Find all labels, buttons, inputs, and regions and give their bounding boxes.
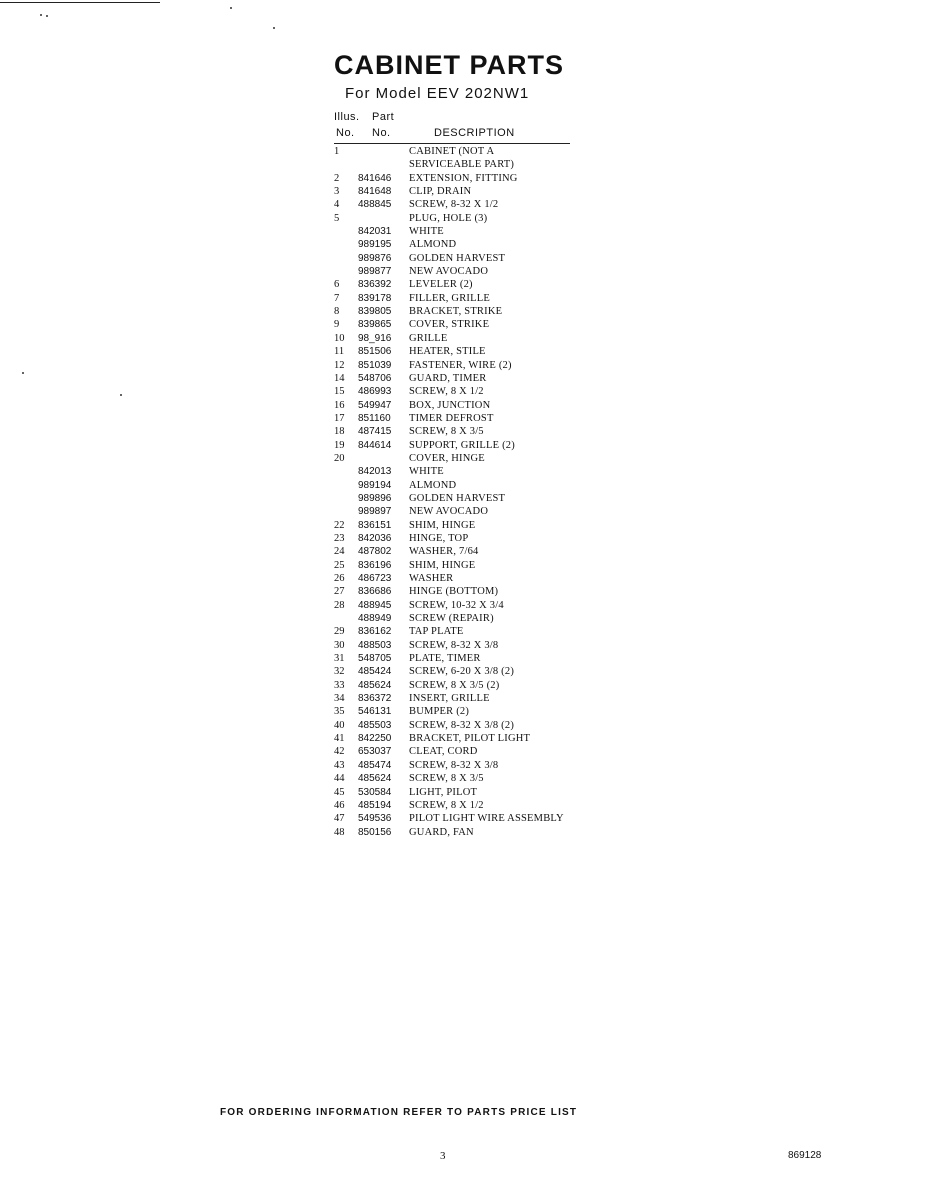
part-number: 548705 xyxy=(358,653,392,665)
illus-header-label: Illus. xyxy=(334,111,360,123)
part-description: SCREW, 8-32 X 1/2 xyxy=(409,199,499,211)
parts-row xyxy=(334,172,594,185)
parts-row xyxy=(334,492,594,505)
part-number: 842036 xyxy=(358,532,392,544)
illus-number: 16 xyxy=(334,399,345,411)
part-description: BOX, JUNCTION xyxy=(409,399,491,411)
illus-number: 18 xyxy=(334,426,345,438)
part-description: NEW AVOCADO xyxy=(409,266,489,278)
part-number: 851506 xyxy=(358,346,392,358)
part-number: 989897 xyxy=(358,506,392,518)
part-description: CLEAT, CORD xyxy=(409,746,478,758)
illus-number: 30 xyxy=(334,639,345,651)
part-number: 530584 xyxy=(358,786,392,798)
scan-edge-rule xyxy=(0,2,160,3)
part-number: 485624 xyxy=(358,773,392,785)
part-description: SERVICEABLE PART) xyxy=(409,159,515,171)
illus-number: 5 xyxy=(334,212,340,224)
parts-row xyxy=(334,545,594,558)
part-number: 989195 xyxy=(358,239,392,251)
part-number: 485424 xyxy=(358,666,392,678)
parts-row xyxy=(334,826,594,839)
parts-row xyxy=(334,665,594,678)
illus-number: 19 xyxy=(334,439,345,451)
parts-row xyxy=(334,385,594,398)
part-description: SCREW, 8 X 1/2 xyxy=(409,799,484,811)
model-subtitle: For Model EEV 202NW1 xyxy=(345,85,530,102)
part-description: BUMPER (2) xyxy=(409,706,470,718)
parts-row xyxy=(334,532,594,545)
part-no-header: No. xyxy=(372,127,391,139)
part-number: 98_916 xyxy=(358,332,392,344)
part-number: 844614 xyxy=(358,439,392,451)
part-header-label: Part xyxy=(372,111,395,123)
parts-row xyxy=(334,265,594,278)
part-description: SCREW, 8-32 X 3/8 xyxy=(409,759,499,771)
part-description: TAP PLATE xyxy=(409,626,464,638)
illus-number: 7 xyxy=(334,292,340,304)
illus-number: 29 xyxy=(334,626,345,638)
illus-number: 41 xyxy=(334,733,345,745)
part-description: ALMOND xyxy=(409,239,457,251)
parts-row xyxy=(334,198,594,211)
part-description: SCREW, 10-32 X 3/4 xyxy=(409,599,504,611)
part-description: SCREW, 8 X 3/5 (2) xyxy=(409,679,500,691)
parts-row xyxy=(334,585,594,598)
parts-row xyxy=(334,238,594,251)
part-number: 841648 xyxy=(358,186,392,198)
parts-row xyxy=(334,519,594,532)
part-description: INSERT, GRILLE xyxy=(409,693,490,705)
illus-number: 26 xyxy=(334,573,345,584)
part-description: PILOT LIGHT WIRE ASSEMBLY xyxy=(409,813,564,825)
part-description: SCREW, 8 X 3/5 xyxy=(409,426,484,438)
illus-number: 22 xyxy=(334,519,345,531)
part-description: HINGE, TOP xyxy=(409,532,469,544)
parts-row xyxy=(334,292,594,305)
parts-row xyxy=(334,692,594,705)
part-number: 486723 xyxy=(358,573,392,584)
illus-number: 11 xyxy=(334,346,345,358)
part-number: 841646 xyxy=(358,172,392,184)
part-description: HEATER, STILE xyxy=(409,346,486,358)
part-number: 548706 xyxy=(358,372,392,384)
part-number: 485474 xyxy=(358,759,392,771)
description-header: DESCRIPTION xyxy=(434,127,515,139)
part-description: NEW AVOCADO xyxy=(409,506,489,518)
part-description: SCREW, 8-32 X 3/8 xyxy=(409,639,499,651)
parts-row xyxy=(334,412,594,425)
parts-row xyxy=(334,612,594,625)
illus-number: 45 xyxy=(334,786,345,798)
part-description: ALMOND xyxy=(409,479,457,491)
part-description: GOLDEN HARVEST xyxy=(409,252,506,264)
part-number: 549947 xyxy=(358,399,392,411)
illus-number: 12 xyxy=(334,359,345,371)
part-description: SCREW, 8-32 X 3/8 (2) xyxy=(409,719,515,731)
part-number: 488503 xyxy=(358,639,392,651)
part-number: 842250 xyxy=(358,733,392,745)
part-number: 836151 xyxy=(358,519,392,531)
illus-number: 35 xyxy=(334,706,345,718)
illus-number: 20 xyxy=(334,452,345,464)
part-description: EXTENSION, FITTING xyxy=(409,172,518,184)
illus-number: 43 xyxy=(334,759,345,771)
illus-number: 8 xyxy=(334,306,340,318)
parts-row xyxy=(334,479,594,492)
scan-speck xyxy=(40,14,42,16)
part-number: 488845 xyxy=(358,199,392,211)
header-rule xyxy=(334,143,570,144)
illus-number: 1 xyxy=(334,146,340,157)
part-description: HINGE (BOTTOM) xyxy=(409,586,499,598)
ordering-footer: FOR ORDERING INFORMATION REFER TO PARTS PRICE LIST xyxy=(220,1107,578,1118)
part-description: WHITE xyxy=(409,466,444,478)
illus-number: 28 xyxy=(334,599,345,611)
scan-speck xyxy=(46,15,48,17)
part-number: 487802 xyxy=(358,546,392,558)
parts-row xyxy=(334,212,594,225)
part-number: 851039 xyxy=(358,359,392,371)
illus-number: 34 xyxy=(334,693,345,705)
part-number: 850156 xyxy=(358,826,392,838)
document-code: 869128 xyxy=(788,1150,822,1161)
parts-row xyxy=(334,505,594,518)
page-title: CABINET PARTS xyxy=(334,50,565,80)
part-number: 839178 xyxy=(358,292,392,304)
illus-number: 27 xyxy=(334,586,345,598)
part-number: 851160 xyxy=(358,412,391,424)
parts-row xyxy=(334,772,594,785)
illus-number: 31 xyxy=(334,653,345,665)
parts-row xyxy=(334,799,594,812)
parts-row xyxy=(334,399,594,412)
part-description: CLIP, DRAIN xyxy=(409,186,472,198)
parts-row xyxy=(334,318,594,331)
illus-number: 47 xyxy=(334,813,345,825)
illus-number: 42 xyxy=(334,746,345,758)
part-number: 989896 xyxy=(358,492,392,504)
illus-number: 25 xyxy=(334,559,345,571)
part-number: 836686 xyxy=(358,586,392,598)
illus-number: 32 xyxy=(334,666,345,678)
parts-row xyxy=(334,252,594,265)
parts-row xyxy=(334,599,594,612)
part-number: 836372 xyxy=(358,693,392,705)
parts-row xyxy=(334,305,594,318)
part-description: SHIM, HINGE xyxy=(409,519,476,531)
illus-number: 48 xyxy=(334,826,345,838)
part-number: 485624 xyxy=(358,679,392,691)
part-description: WASHER, 7/64 xyxy=(409,546,479,558)
part-description: PLATE, TIMER xyxy=(409,653,481,665)
illus-number: 17 xyxy=(334,412,345,424)
part-description: CABINET (NOT A xyxy=(409,146,495,157)
part-description: WASHER xyxy=(409,573,454,584)
illus-number: 6 xyxy=(334,279,340,291)
illus-number: 24 xyxy=(334,546,345,558)
illus-number: 40 xyxy=(334,719,345,731)
illus-number: 3 xyxy=(334,186,340,198)
part-description: BRACKET, PILOT LIGHT xyxy=(409,733,531,745)
illus-number: 14 xyxy=(334,372,345,384)
part-number: 836162 xyxy=(358,626,392,638)
parts-row xyxy=(334,625,594,638)
part-number: 488949 xyxy=(358,613,392,625)
part-description: GUARD, FAN xyxy=(409,826,474,838)
part-description: COVER, HINGE xyxy=(409,452,485,464)
parts-row xyxy=(334,559,594,572)
illus-number: 23 xyxy=(334,532,345,544)
part-description: WHITE xyxy=(409,226,444,238)
illus-number: 2 xyxy=(334,172,340,184)
parts-row xyxy=(334,732,594,745)
parts-list xyxy=(334,145,594,839)
part-number: 486993 xyxy=(358,386,392,398)
illus-number: 44 xyxy=(334,773,345,785)
illus-number: 46 xyxy=(334,799,345,811)
parts-row xyxy=(334,145,594,158)
part-description: SCREW, 6-20 X 3/8 (2) xyxy=(409,666,515,678)
parts-row xyxy=(334,158,594,171)
parts-row xyxy=(334,225,594,238)
part-number: 485194 xyxy=(358,799,392,811)
parts-row xyxy=(334,705,594,718)
illus-number: 33 xyxy=(334,679,345,691)
part-description: COVER, STRIKE xyxy=(409,319,490,331)
part-number: 839805 xyxy=(358,306,392,318)
part-description: SHIM, HINGE xyxy=(409,559,476,571)
part-number: 485503 xyxy=(358,719,392,731)
part-description: FASTENER, WIRE (2) xyxy=(409,359,512,371)
part-description: SUPPORT, GRILLE (2) xyxy=(409,439,515,451)
part-description: LIGHT, PILOT xyxy=(409,786,478,798)
scan-speck xyxy=(22,372,24,374)
part-number: 549536 xyxy=(358,813,392,825)
parts-row xyxy=(334,639,594,652)
illus-number: 15 xyxy=(334,386,345,398)
parts-row xyxy=(334,679,594,692)
part-description: SCREW (REPAIR) xyxy=(409,613,494,625)
part-description: BRACKET, STRIKE xyxy=(409,306,503,318)
illus-no-header: No. xyxy=(336,127,355,139)
illus-number: 9 xyxy=(334,319,340,331)
parts-row xyxy=(334,452,594,465)
part-number: 842013 xyxy=(358,466,392,478)
part-description: GOLDEN HARVEST xyxy=(409,492,506,504)
parts-row xyxy=(334,278,594,291)
parts-row xyxy=(334,759,594,772)
part-number: 836392 xyxy=(358,279,392,291)
part-description: SCREW, 8 X 1/2 xyxy=(409,386,484,398)
parts-row xyxy=(334,345,594,358)
part-number: 546131 xyxy=(358,706,392,718)
part-number: 653037 xyxy=(358,746,392,758)
scan-speck xyxy=(273,27,275,29)
parts-row xyxy=(334,719,594,732)
parts-row xyxy=(334,812,594,825)
parts-row xyxy=(334,359,594,372)
part-description: TIMER DEFROST xyxy=(409,412,494,424)
parts-row xyxy=(334,786,594,799)
scan-speck xyxy=(120,394,122,396)
part-number: 487415 xyxy=(358,426,392,438)
parts-row xyxy=(334,372,594,385)
part-number: 989876 xyxy=(358,252,392,264)
illus-number: 10 xyxy=(334,332,345,344)
part-description: SCREW, 8 X 3/5 xyxy=(409,773,484,785)
part-description: FILLER, GRILLE xyxy=(409,292,490,304)
parts-row xyxy=(334,425,594,438)
parts-row xyxy=(334,745,594,758)
page-number: 3 xyxy=(440,1150,446,1162)
parts-row xyxy=(334,465,594,478)
part-number: 839865 xyxy=(358,319,392,331)
scan-speck xyxy=(230,7,232,9)
parts-row xyxy=(334,572,594,585)
part-number: 989877 xyxy=(358,266,392,278)
part-description: PLUG, HOLE (3) xyxy=(409,212,488,224)
parts-row xyxy=(334,185,594,198)
part-description: LEVELER (2) xyxy=(409,279,473,291)
illus-number: 4 xyxy=(334,199,340,211)
parts-row xyxy=(334,652,594,665)
part-number: 836196 xyxy=(358,559,392,571)
part-number: 488945 xyxy=(358,599,392,611)
part-description: GRILLE xyxy=(409,332,448,344)
parts-row xyxy=(334,332,594,345)
part-number: 989194 xyxy=(358,479,392,491)
parts-row xyxy=(334,439,594,452)
part-number: 842031 xyxy=(358,226,392,238)
part-description: GUARD, TIMER xyxy=(409,372,487,384)
